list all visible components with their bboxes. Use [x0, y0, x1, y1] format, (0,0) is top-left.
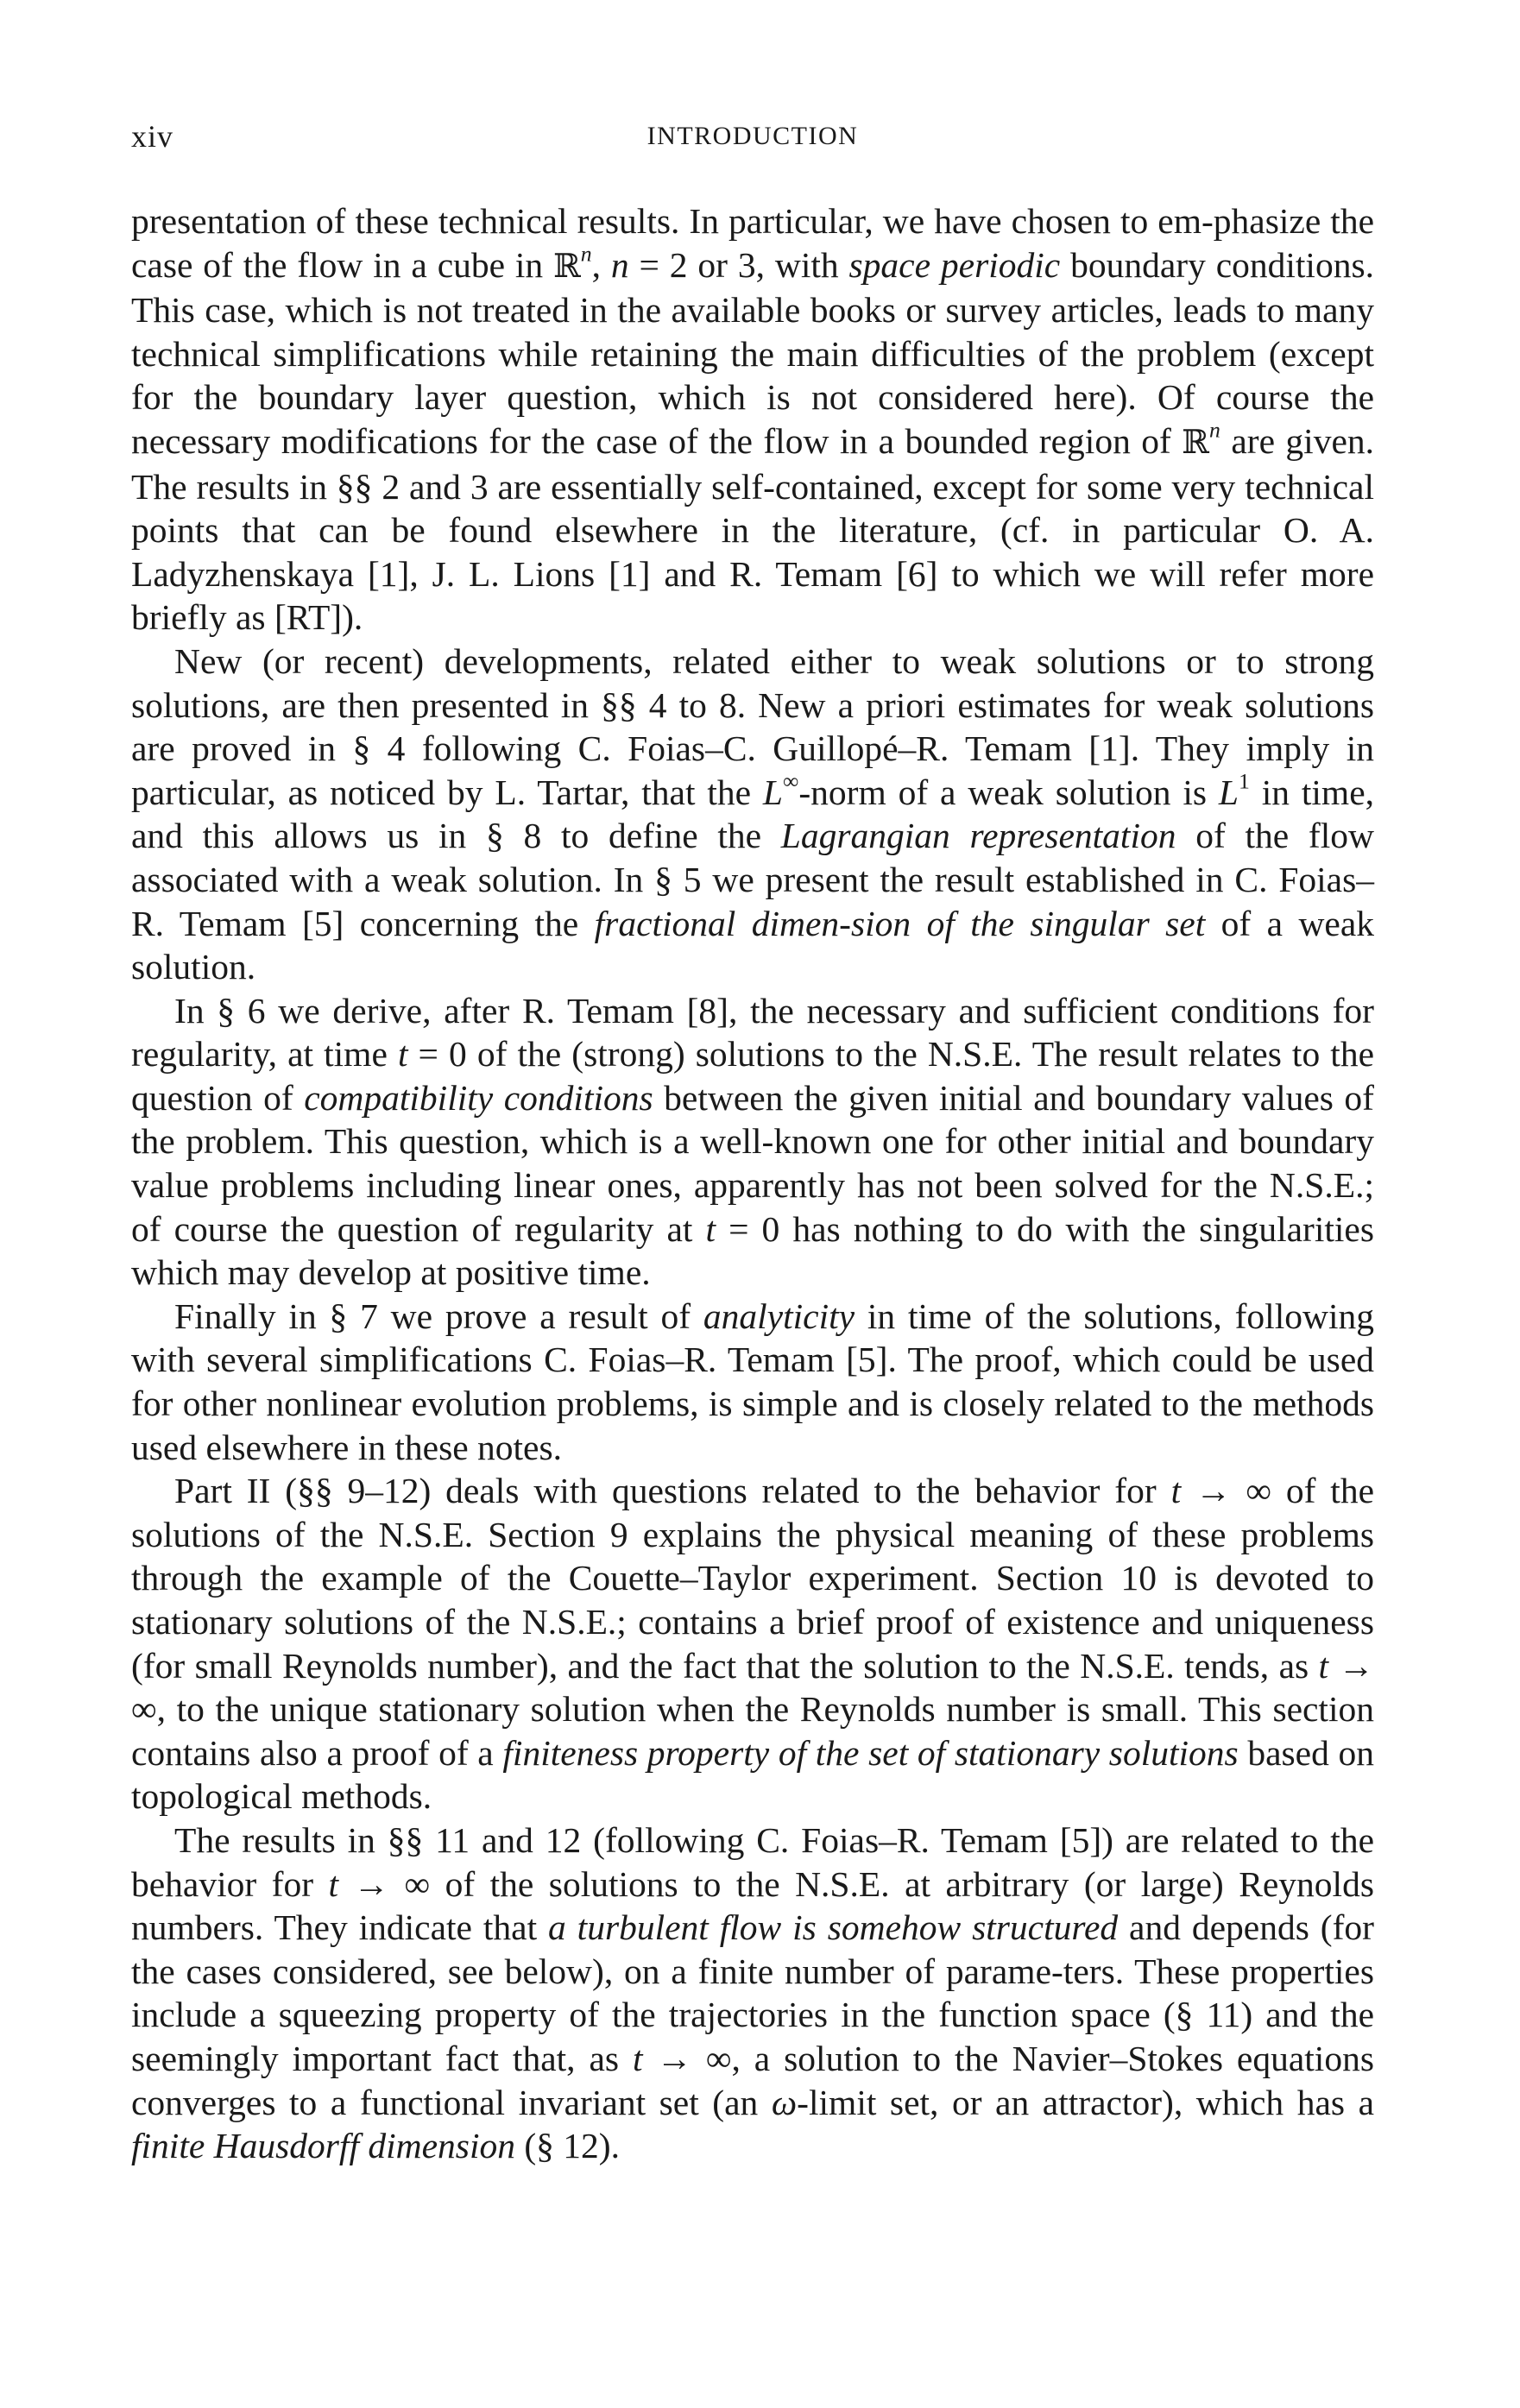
text-run: = 0 of the (strong) solutions to the N.S.E. The result relates to the question of	[131, 1034, 1374, 1118]
italic-text: t	[1170, 1471, 1182, 1511]
blackboard-r-symbol: ℝ	[1182, 423, 1210, 462]
text-run: of the flow associated with a weak solution. In § 5 we present the result established in C. Foias–R. Temam [5] concerning the	[131, 816, 1374, 943]
text-run: → ∞, to the unique stationary solution when the Reynolds number is small. This section contains also a proof of a	[131, 1645, 1374, 1773]
italic-text: sion of the singular set	[850, 903, 1206, 943]
italic-text: analyticity	[703, 1295, 855, 1336]
italic-text: compatibility conditions	[304, 1077, 653, 1118]
text-run: → ∞ of the solutions of the N.S.E. Section 9 explains the physical meaning of these problems through the example of the Couette–Taylor experiment. Section 10 is devoted to stationary solutions of the N.S.E.; contains a brief proof of existence and uniqueness (for small Reynolds number), and the fact that the solution to the N.S.E. tends, as	[131, 1471, 1374, 1686]
paragraph	[131, 640, 1374, 989]
text-run: -norm of a weak solution is	[798, 772, 1219, 812]
paragraph	[131, 199, 1374, 640]
text-run: between the given initial and boundary values of the problem. This question, which is a well-known one for other initial and boundary value problems including linear ones, apparently has not been solved for the N.S.E.; of course the question of regularity at	[131, 1077, 1374, 1249]
page-number: xiv	[131, 119, 174, 154]
text-run: boundary conditions. This case, which is not treated in the available books or survey articles, leads to many technical simplifications while retaining the main difficulties of the problem (except for the boundary layer question, which is not considered here). Of course the necessary modifications for the case of the flow in a bounded region of	[131, 244, 1374, 461]
italic-text: n	[610, 244, 629, 285]
text-run: of a weak solution.	[131, 903, 1374, 987]
text-run: based on topological methods.	[131, 1732, 1374, 1817]
italic-text: fractional dimen-	[594, 903, 851, 943]
text-run: in time of the solutions, following with several simplifications C. Foias–R. Temam [5]. The proof, which could be used for other nonlinear evolution problems, is simple and is closely related to the methods used elsewhere in these notes.	[131, 1295, 1374, 1467]
text-run: ters. These properties include a squeezing property of the trajectories in the function space (§ 11) and the seemingly important fact that, as	[131, 1951, 1374, 2078]
text-run: → ∞, a solution to the Navier–Stokes equations converges to a functional invariant set (an	[131, 2038, 1374, 2122]
text-run: presentation of these technical results. In particular, we have chosen to em-	[131, 201, 1214, 241]
text-run: → ∞ of the solutions to the N.S.E. at arbitrary (or large) Reynolds numbers. They indicate that	[131, 1863, 1374, 1948]
superscript: 1	[1239, 768, 1250, 794]
text-run: (§ 12).	[514, 2126, 620, 2166]
italic-text: L	[762, 772, 783, 812]
paragraph	[131, 989, 1374, 1295]
italic-text: a turbulent flow is somehow structured	[548, 1907, 1119, 1948]
paragraph	[131, 1469, 1374, 1819]
text-run: = 2 or 3, with	[628, 244, 849, 285]
paragraph	[131, 1295, 1374, 1469]
running-head: INTRODUCTION	[646, 122, 859, 150]
superscript: ∞	[783, 768, 799, 794]
italic-text: t	[328, 1863, 339, 1904]
text-run: and depends (for the cases considered, see below), on a finite number of parame-	[131, 1907, 1374, 1991]
text-run: -limit set, or an attractor), which has a	[797, 2082, 1374, 2122]
text-run: New (or recent) developments, related either to weak solutions or to strong solutions, are then presented in §§ 4 to 8. New a priori estimates for weak solutions are proved in § 4 following C. Foias–C. Guillopé–R. Temam [1]. They imply in particular, as noticed by L. Tartar, that the	[131, 640, 1374, 812]
italic-text: ω	[771, 2082, 798, 2122]
text-run: The results in §§ 11 and 12 (following C. Foias–R. Temam [5]) are related to the behavior for	[131, 1819, 1374, 1904]
page-header	[131, 110, 1374, 162]
italic-text: space periodic	[848, 244, 1061, 285]
text-run: ,	[591, 244, 611, 285]
body-text	[131, 199, 1374, 2168]
blackboard-r-symbol: ℝ	[553, 247, 581, 286]
text-run: Part II (§§ 9–12) deals with questions related to the behavior for	[174, 1471, 1171, 1511]
text-run: phasize the case of the flow in a cube in	[131, 201, 1374, 285]
italic-text: t	[705, 1208, 716, 1249]
italic-text: L	[1218, 772, 1239, 812]
superscript: n	[1209, 417, 1220, 443]
text-run: = 0 has nothing to do with the singularities which may develop at positive time.	[131, 1208, 1374, 1293]
paragraph	[131, 1819, 1374, 2168]
italic-text: finiteness property of the set of stationary solutions	[502, 1732, 1239, 1773]
italic-text: Lagrangian representation	[780, 816, 1176, 856]
text-run: In § 6 we derive, after R. Temam [8], the necessary and sufficient conditions for regularity, at time	[131, 990, 1374, 1075]
superscript: n	[580, 241, 592, 267]
italic-text: t	[397, 1034, 408, 1075]
text-run: are given. The results in §§ 2 and 3 are essentially self-contained, except for some very technical points that can be found elsewhere in the literature, (cf. in particular O. A. Ladyzhenskaya [1], J. L. Lions [1] and R. Temam [6] to which we will refer more briefly as [RT]).	[131, 420, 1375, 638]
italic-text: t	[632, 2038, 643, 2078]
text-run: in time, and this allows us in § 8 to define the	[131, 772, 1374, 856]
italic-text: finite Hausdorff dimension	[131, 2126, 515, 2166]
italic-text: t	[1318, 1645, 1329, 1686]
text-run: Finally in § 7 we prove a result of	[174, 1295, 703, 1336]
